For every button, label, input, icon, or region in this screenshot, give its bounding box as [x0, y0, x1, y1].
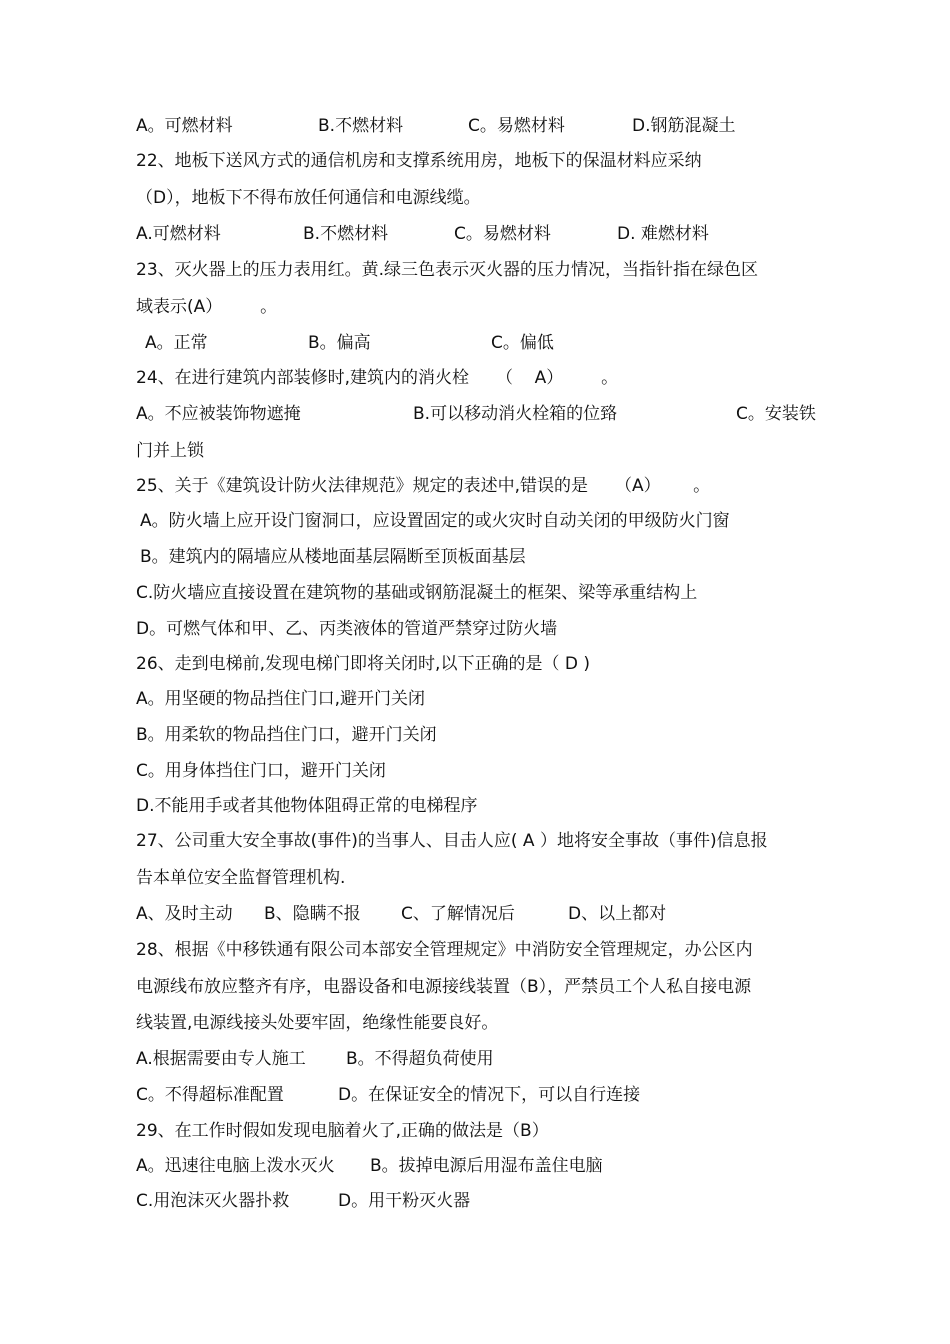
- question-28-cont: 电源线布放应整齐有序，电器设备和电源接线装置（B），严禁员工个人私自接电源: [136, 977, 752, 997]
- question-25-option-a: A。防火墙上应开设门窗洞口，应设置固定的或火灾时自动关闭的甲级防火门窗: [140, 511, 730, 531]
- option-b: B.不燃材料: [303, 224, 389, 244]
- question-27-cont: 告本单位安全监督管理机构.: [136, 868, 346, 888]
- question-22: 22、地板下送风方式的通信机房和支撑系统用房，地板下的保温材料应采纳: [136, 151, 702, 171]
- option-a: A.根据需要由专人施工: [136, 1049, 306, 1069]
- option-a: A。迅速往电脑上泼水灭火: [136, 1156, 335, 1176]
- question-24: 24、在进行建筑内部装修时,建筑内的消火栓 （ A） 。: [136, 368, 619, 388]
- option-b: B。偏高: [308, 333, 371, 353]
- option-b: B.不燃材料: [318, 116, 404, 136]
- question-25-option-b: B。建筑内的隔墙应从楼地面基层隔断至顶板面基层: [140, 547, 526, 567]
- option-c: C.用泡沫灭火器扑救: [136, 1191, 290, 1211]
- option-a: A。可燃材料: [136, 116, 233, 136]
- question-26: 26、走到电梯前,发现电梯门即将关闭时,以下正确的是（ D ): [136, 654, 590, 674]
- question-25-option-c: C.防火墙应直接设置在建筑物的基础或钢筋混凝土的框架、梁等承重结构上: [136, 583, 698, 603]
- question-29: 29、在工作时假如发现电脑着火了,正确的做法是（B）: [136, 1121, 549, 1141]
- option-b: B。不得超负荷使用: [346, 1049, 494, 1069]
- question-28-cont2: 线装置,电源线接头处要牢固，绝缘性能要良好。: [136, 1013, 499, 1033]
- question-22-cont: （D），地板下不得布放任何通信和电源线缆。: [136, 188, 481, 208]
- question-26-option-d: D.不能用手或者其他物体阻碍正常的电梯程序: [136, 796, 478, 816]
- option-a: A.可燃材料: [136, 224, 221, 244]
- option-c: C。不得超标准配置: [136, 1085, 284, 1105]
- option-c: C、了解情况后: [401, 904, 515, 924]
- option-a: A。正常: [145, 333, 208, 353]
- question-26-option-a: A。用坚硬的物品挡住门口,避开门关闭: [136, 689, 426, 709]
- option-b: B。拔掉电源后用湿布盖住电脑: [370, 1156, 603, 1176]
- option-a: A、及时主动: [136, 904, 233, 924]
- question-26-option-c: C。用身体挡住门口，避开门关闭: [136, 761, 386, 781]
- option-a: A。不应被装饰物遮掩: [136, 404, 301, 424]
- option-d: D。在保证安全的情况下，可以自行连接: [338, 1085, 641, 1105]
- question-28: 28、根据《中移铁通有限公司本部安全管理规定》中消防安全管理规定，办公区内: [136, 940, 753, 960]
- question-24-cont: 门并上锁: [136, 441, 204, 461]
- option-d: D. 难燃材料: [617, 224, 709, 244]
- question-26-option-b: B。用柔软的物品挡住门口，避开门关闭: [136, 725, 437, 745]
- option-d: D.钢筋混凝土: [632, 116, 736, 136]
- option-d: D、以上都对: [568, 904, 667, 924]
- option-c: C。易燃材料: [468, 116, 565, 136]
- question-23: 23、灭火器上的压力表用红。黄.绿三色表示灭火器的压力情况，当指针指在绿色区: [136, 260, 759, 280]
- option-c: C。偏低: [491, 333, 554, 353]
- question-25-option-d: D。可燃气体和甲、乙、丙类液体的管道严禁穿过防火墙: [136, 619, 558, 639]
- option-b: B、隐瞒不报: [264, 904, 361, 924]
- option-b: B.可以移动消火栓箱的位臵: [413, 404, 618, 424]
- option-d: D。用干粉灭火器: [338, 1191, 471, 1211]
- question-23-cont: 域表示(A） 。: [136, 297, 278, 317]
- question-27: 27、公司重大安全事故(事件)的当事人、目击人应( A ）地将安全事故（事件)信息报: [136, 831, 768, 851]
- option-c: C。安装铁: [736, 404, 816, 424]
- question-25: 25、关于《建筑设计防火法律规范》规定的表述中,错误的是 （A） 。: [136, 476, 711, 496]
- option-c: C。易燃材料: [454, 224, 551, 244]
